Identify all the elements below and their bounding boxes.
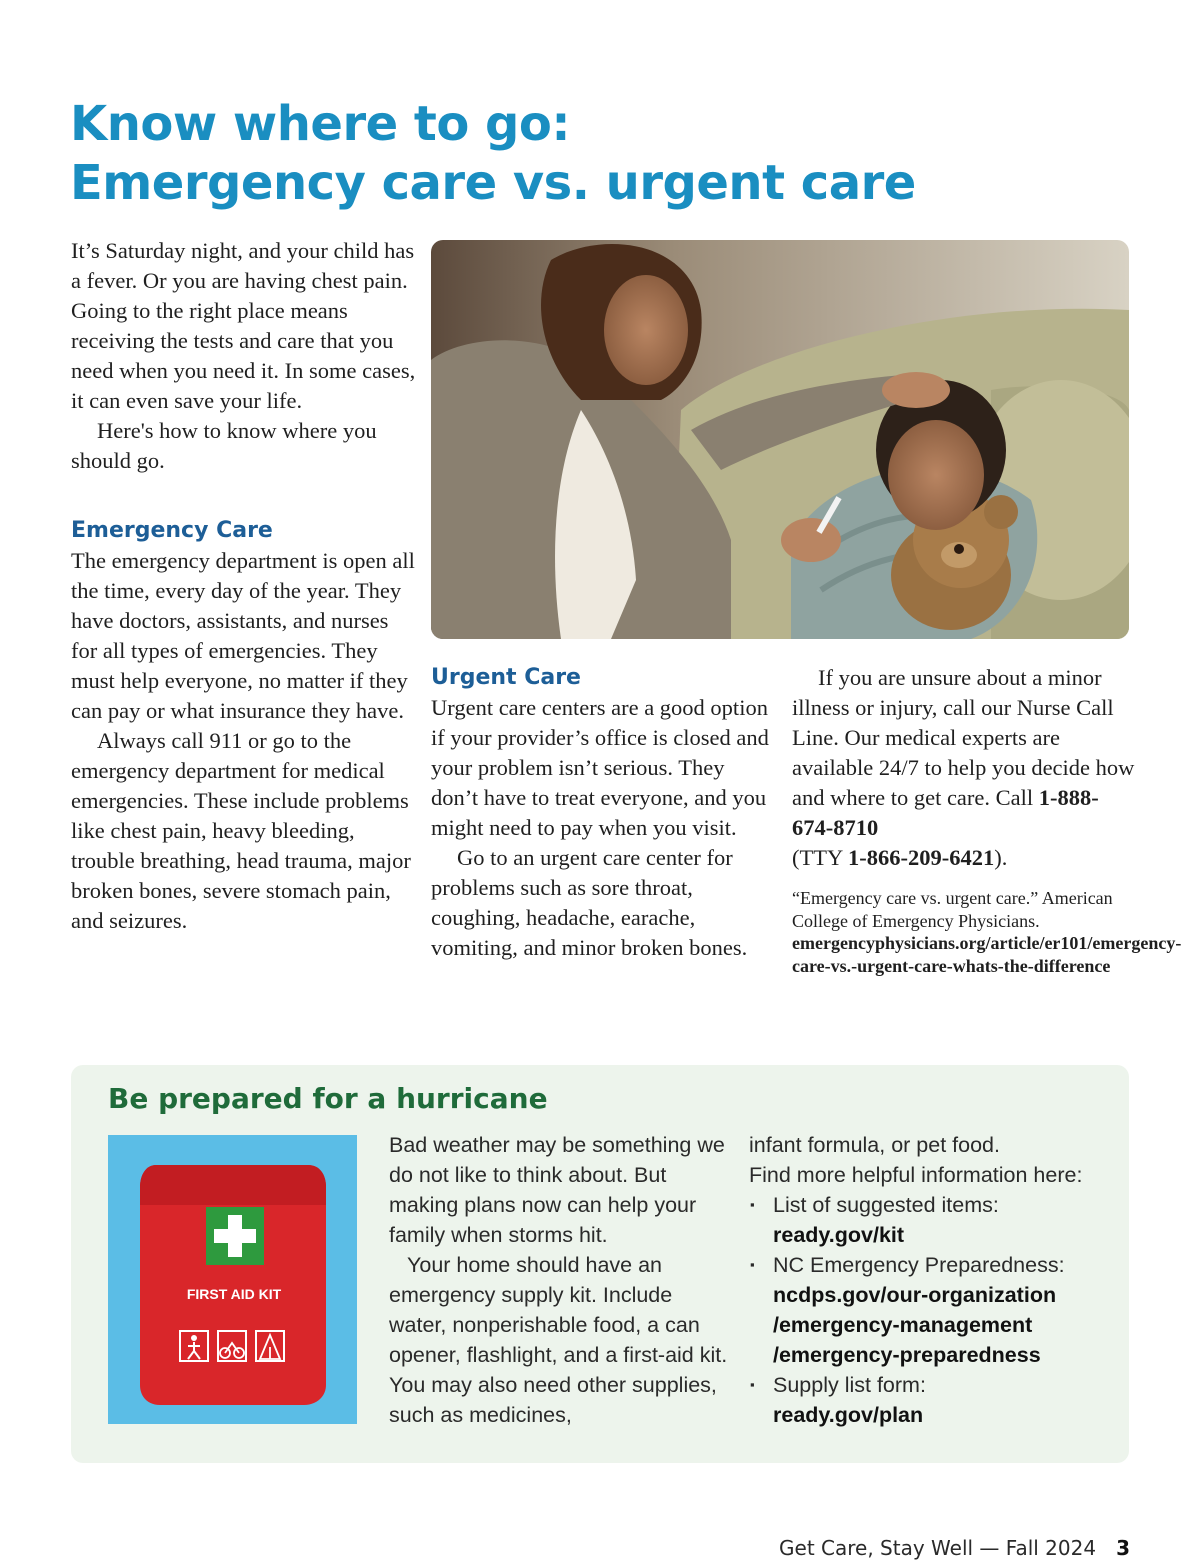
resource-link[interactable]: ncdps.gov/our-organization /emergency-management /emergency-preparedness xyxy=(773,1283,1057,1367)
page-number: 3 xyxy=(1116,1536,1130,1560)
hurricane-callout-box xyxy=(71,1065,1129,1463)
emergency-paragraph-2: Always call 911 or go to the emergency department for medical emergencies. These include problems like chest pain, heavy bleeding, trouble breathing, head trauma, major broken bones, severe stomach pain, and seizures. xyxy=(71,728,411,933)
resource-list-item xyxy=(749,1190,1109,1250)
footer-text: Get Care, Stay Well — Fall 2024 xyxy=(779,1536,1097,1560)
hurricane-paragraph-2: Your home should have an emergency supply kit. Include water, nonperishable food, a can opener, flashlight, and a first-aid kit. You may also need other supplies, such as medicines, xyxy=(389,1253,728,1427)
hurricane-heading: Be prepared for a hurricane xyxy=(108,1082,548,1115)
urgent-care-heading: Urgent Care xyxy=(431,665,581,690)
emergency-paragraph-1: The emergency department is open all the time, every day of the year. They have doctors, assistants, and nurses for all types of emergencies. They must help everyone, no matter if they can pay or what insurance they have. xyxy=(71,548,415,723)
resource-label: NC Emergency Preparedness: xyxy=(773,1253,1065,1277)
urgent-care-column xyxy=(431,663,776,963)
nurse-line-paragraph xyxy=(792,663,1137,873)
resource-list-item xyxy=(749,1370,1109,1430)
citation xyxy=(792,887,1182,977)
hurricane-paragraph-3: infant formula, or pet food. xyxy=(749,1133,1000,1157)
intro-paragraph: It’s Saturday night, and your child has a fever. Or you are having chest pain. Going to the right place means receiving the tests and care that you need when you need it. In some cases, it can even save your life. xyxy=(71,238,416,413)
nurse-line-column xyxy=(792,663,1182,977)
emergency-care-heading: Emergency Care xyxy=(71,518,273,543)
intro-column xyxy=(71,236,416,936)
citation-url[interactable]: emergencyphysicians.org/article/er101/emergency-care-vs.-urgent-care-whats-the-difference xyxy=(792,933,1182,976)
nurse-line-text: If you are unsure about a minor illness or injury, call our Nurse Call Line. Our medical experts are available 24/7 to help you decide how and where to get care. Call xyxy=(792,665,1135,810)
hurricane-paragraph-1: Bad weather may be something we do not like to think about. But making plans now can help your family when storms hit. xyxy=(389,1133,725,1247)
first-aid-kit-photo xyxy=(108,1135,357,1424)
resource-link[interactable]: ready.gov/kit xyxy=(773,1223,905,1247)
page-title-line-2: Emergency care vs. urgent care xyxy=(70,155,916,211)
nurse-line-phone[interactable]: 1-888-674-8710 xyxy=(792,785,1099,840)
tty-phone[interactable]: 1-866-209-6421 xyxy=(848,845,995,870)
resource-label: Supply list form: xyxy=(773,1373,926,1397)
resource-list-item xyxy=(749,1250,1109,1370)
first-aid-kit-label: FIRST AID KIT xyxy=(186,1286,282,1302)
page-footer xyxy=(779,1533,1130,1563)
citation-text: “Emergency care vs. urgent care.” American College of Emergency Physicians. xyxy=(792,888,1113,931)
hurricane-paragraph-4: Find more helpful information here: xyxy=(749,1163,1083,1187)
mother-checking-child-fever-photo xyxy=(431,240,1129,639)
hurricane-column-1 xyxy=(389,1130,729,1430)
resource-list xyxy=(749,1190,1109,1430)
hurricane-column-2 xyxy=(749,1130,1109,1430)
resource-link[interactable]: ready.gov/plan xyxy=(773,1403,924,1427)
intro-paragraph-2: Here's how to know where you should go. xyxy=(71,418,377,473)
tty-open: (TTY xyxy=(792,845,849,870)
resource-label: List of suggested items: xyxy=(773,1193,999,1217)
page-title-line-1: Know where to go: xyxy=(70,96,571,152)
urgent-paragraph-1: Urgent care centers are a good option if your provider’s office is closed and your problem isn’t serious. They don’t have to treat everyone, and you might need to pay when you visit. xyxy=(431,695,769,840)
urgent-paragraph-2: Go to an urgent care center for problems such as sore throat, coughing, headache, earache, vomiting, and minor broken bones. xyxy=(431,845,748,960)
tty-close: ). xyxy=(994,845,1008,870)
page-title xyxy=(70,95,1130,213)
